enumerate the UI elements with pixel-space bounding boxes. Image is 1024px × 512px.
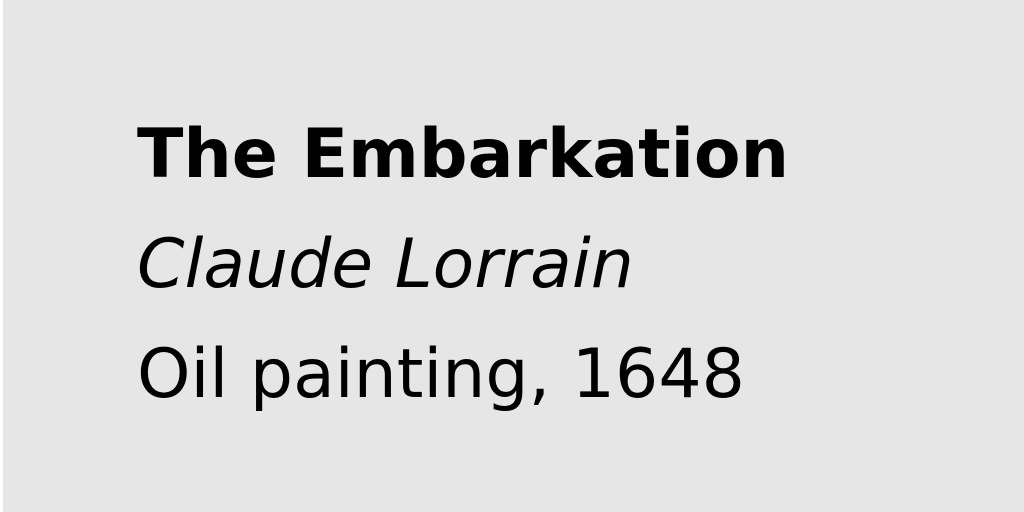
medium-date: Oil painting, 1648 xyxy=(137,335,745,414)
artist-name: Claude Lorrain xyxy=(137,225,634,304)
artwork-label xyxy=(137,100,897,416)
artwork-label-card xyxy=(3,0,1024,512)
medium-date-clip xyxy=(137,320,897,416)
artwork-title: The Embarkation xyxy=(137,115,790,194)
